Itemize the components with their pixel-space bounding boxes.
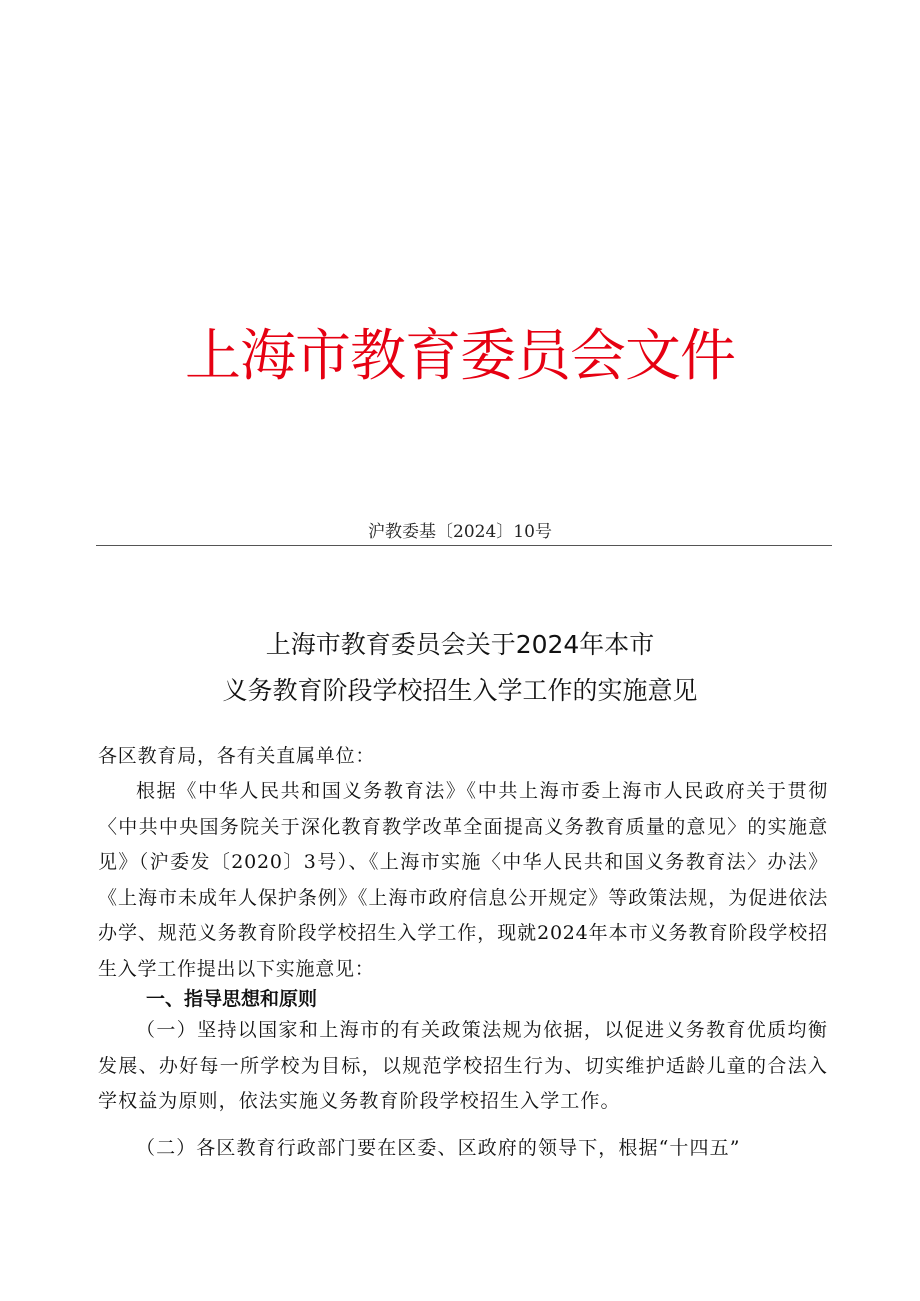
section-heading-guiding-principles: 一、指导思想和原则 <box>146 988 318 1010</box>
document-title-line-2: 义务教育阶段学校招生入学工作的实施意见 <box>222 676 698 705</box>
masthead-title: 上海市教育委员会文件 <box>185 324 735 389</box>
document-title-line-1: 上海市教育委员会关于2024年本市 <box>265 630 655 659</box>
item-paragraph-1: （一）坚持以国家和上海市的有关政策法规为依据，以促进义务教育优质均衡发展、办好每一所学校为目标，以规范学校招生行为、切实维护适龄儿童的合法入学权益为原则，依法实施义务教育阶段学校招生入学工作。 <box>98 1019 828 1112</box>
document-number: 沪教委基〔2024〕10号 <box>368 522 552 542</box>
salutation: 各区教育局，各有关直属单位： <box>98 745 376 767</box>
intro-paragraph: 根据《中华人民共和国义务教育法》《中共上海市委上海市人民政府关于贯彻〈中共中央国务院关于深化教育教学改革全面提高义务教育质量的意见〉的实施意见》（沪委发〔2020〕3号）、《上海市实施〈中华人民共和国义务教育法〉办法》《上海市未成年人保护条例》《上海市政府信息公开规定》等政策法规，为促进依法办学、规范义务教育阶段学校招生入学工作，现就2024年本市义务教育阶段学校招生入学工作提出以下实施意见： <box>98 780 828 980</box>
item-paragraph-2: （二）各区教育行政部门要在区委、区政府的领导下，根据“十四五” <box>136 1137 741 1159</box>
masthead-divider <box>96 545 832 546</box>
